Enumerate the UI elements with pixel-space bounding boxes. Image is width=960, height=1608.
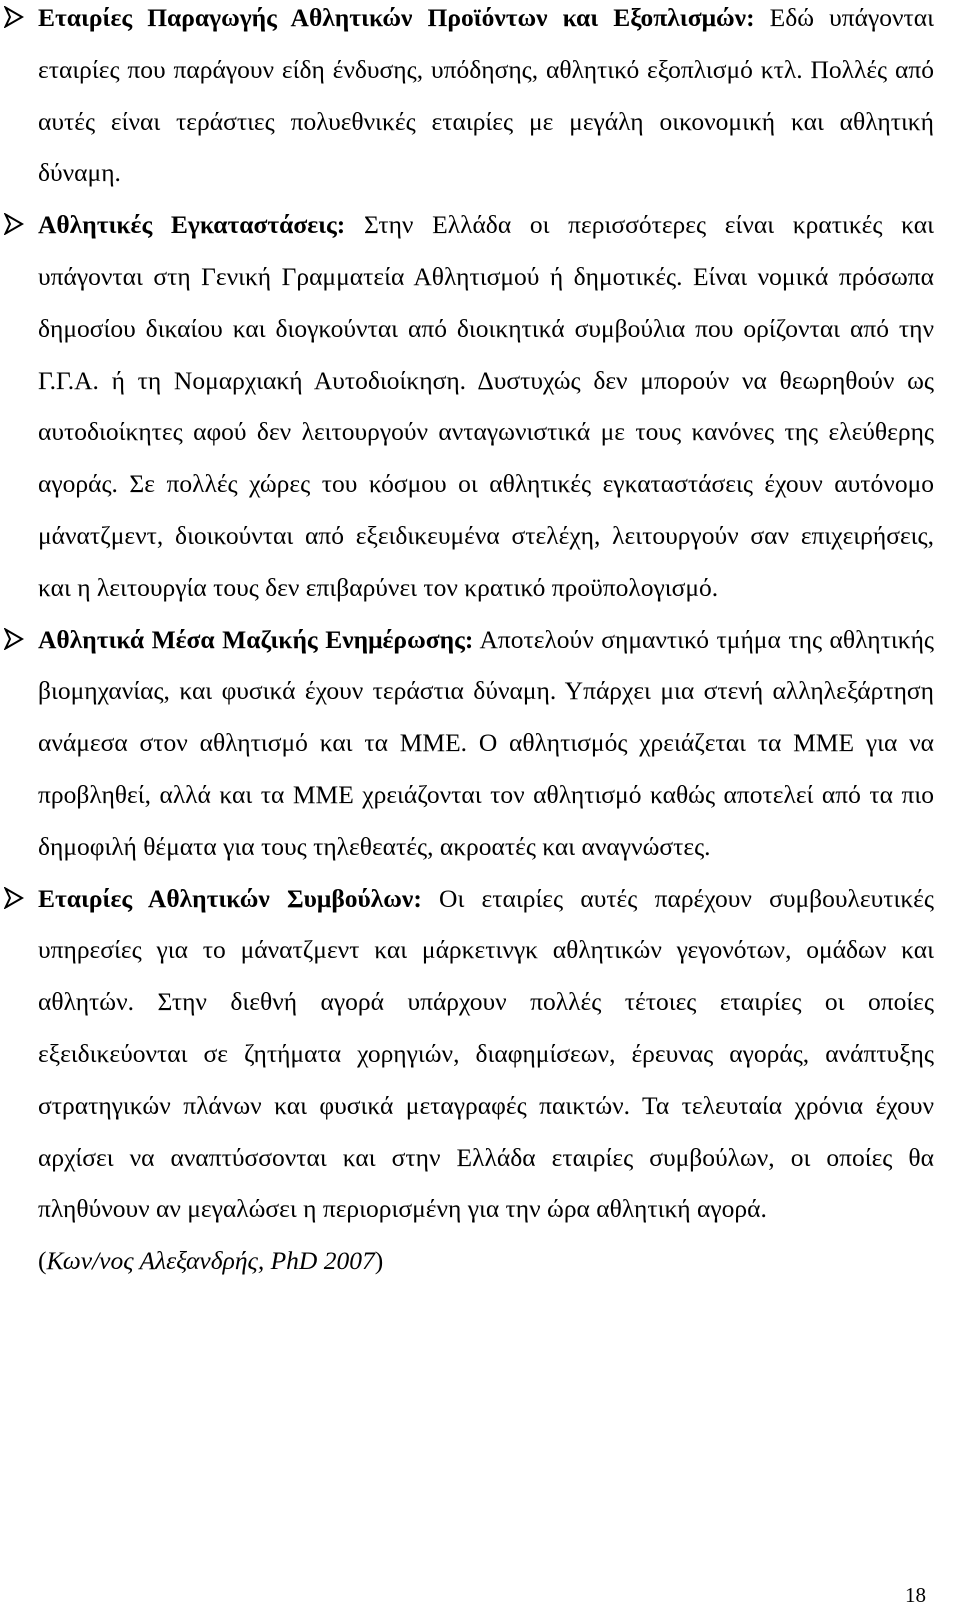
list-item bbox=[38, 199, 934, 613]
item-term: Αθλητικά Μέσα Μαζικής Ενημέρωσης: bbox=[38, 624, 474, 654]
citation bbox=[38, 1235, 934, 1287]
citation-open-paren: ( bbox=[38, 1246, 47, 1276]
list-item bbox=[38, 0, 934, 199]
item-term: Εταιρίες Παραγωγής Αθλητικών Προϊόντων και Εξοπλισμών: bbox=[38, 3, 755, 32]
citation-text: Κων/νος Αλεξανδρής, PhD 2007 bbox=[46, 1246, 375, 1276]
arrow-bullet-icon bbox=[4, 887, 24, 909]
item-term: Αθλητικές Εγκαταστάσεις: bbox=[38, 210, 346, 240]
list-item bbox=[38, 614, 934, 873]
page-number: 18 bbox=[905, 1583, 926, 1607]
arrow-bullet-icon bbox=[4, 628, 24, 650]
item-text: Εδώ υπάγονται εταιρίες που παράγουν είδη ένδυσης, υπόδησης, αθλητικό εξοπλισμό κτλ. Πολλές από αυτές είναι τεράστιες πολυεθνικές εταιρίες με μεγάλη οικονομική και αθλητική δύναμη. bbox=[38, 3, 934, 188]
item-text: Αποτελούν σημαντικό τμήμα της αθλητικής βιομηχανίας, και φυσικά έχουν τεράστια δύναμη. Υπάρχει μια στενή αλληλεξάρτηση ανάμεσα στον αθλητισμό και τα ΜΜΕ. Ο αθλητισμός χρειάζεται τα ΜΜΕ για να προβληθεί, αλλά και τα ΜΜΕ χρειάζονται τον αθλητισμό καθώς αποτελεί από τα πιο δημοφιλή θέματα για τους τηλεθεατές, ακροατές και αναγνώστες. bbox=[38, 624, 934, 861]
arrow-bullet-icon bbox=[4, 6, 24, 28]
bullet-list bbox=[38, 0, 934, 1287]
citation-close-paren: ) bbox=[374, 1246, 384, 1276]
list-item bbox=[38, 873, 934, 1287]
item-text: Οι εταιρίες αυτές παρέχουν συμβουλευτικές υπηρεσίες για το μάνατζμεντ και μάρκετινγκ αθλητικών γεγονότων, ομάδων και αθλητών. Στην διεθνή αγορά υπάρχουν πολλές τέτοιες εταιρίες οι οποίες εξειδικεύονται σε ζητήματα χορηγιών, διαφημίσεων, έρευνας αγοράς, ανάπτυξης στρατηγικών πλάνων και φυσικά μεταγραφές παικτών. Τα τελευταία χρόνια έχουν αρχίσει να αναπτύσσονται και στην Ελλάδα εταιρίες συμβούλων, οι οποίες θα πληθύνουν αν μεγαλώσει η περιορισμένη για την ώρα αθλητική αγορά. bbox=[38, 883, 934, 1224]
item-term: Εταιρίες Αθλητικών Συμβούλων: bbox=[38, 883, 422, 913]
arrow-bullet-icon bbox=[4, 213, 24, 235]
item-text: Στην Ελλάδα οι περισσότερες είναι κρατικές και υπάγονται στη Γενική Γραμματεία Αθλητισμού ή δημοτικές. Είναι νομικά πρόσωπα δημοσίου δικαίου και διογκούνται από διοικητικά συμβούλια που ορίζονται από την Γ.Γ.Α. ή τη Νομαρχιακή Αυτοδιοίκηση. Δυστυχώς δεν μπορούν να θεωρηθούν ως αυτοδιοίκητες αφού δεν λειτουργούν ανταγωνιστικά με τους κανόνες της ελεύθερης αγοράς. Σε πολλές χώρες του κόσμου οι αθλητικές εγκαταστάσεις έχουν αυτόνομο μάνατζμεντ, διοικούνται από εξειδικευμένα στελέχη, λειτουργούν σαν επιχειρήσεις, και η λειτουργία τους δεν επιβαρύνει τον κρατικό προϋπολογισμό. bbox=[38, 210, 935, 602]
